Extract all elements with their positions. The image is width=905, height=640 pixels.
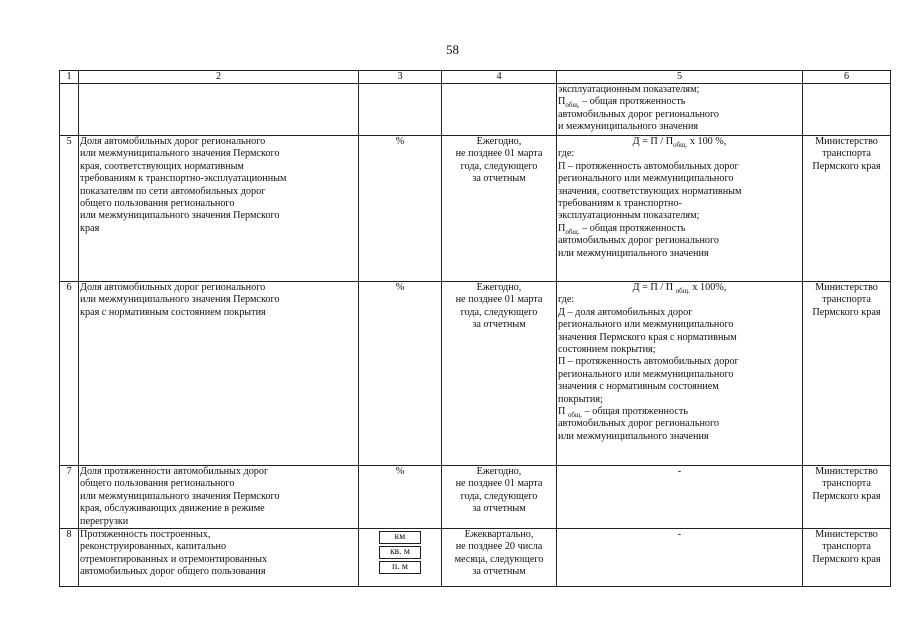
table-row-continuation bbox=[60, 84, 891, 136]
method-line: П $_{общ.}$ – общая протяженность bbox=[558, 406, 688, 420]
row-number-cell: 6 bbox=[60, 282, 79, 466]
method-line: автомобильных дорог регионального bbox=[558, 418, 720, 430]
method-line: покрытия; bbox=[558, 393, 603, 405]
period-line: за отчетным bbox=[472, 173, 526, 185]
indicator-name-line: Доля автомобильных дорог регионального bbox=[80, 136, 266, 147]
table-row bbox=[60, 529, 891, 587]
method-line: П – протяженность автомобильных дорог bbox=[558, 356, 739, 368]
unit-value: км bbox=[379, 531, 421, 544]
header-cell: 5 bbox=[557, 71, 803, 84]
table-row bbox=[60, 136, 891, 282]
page-number: 58 bbox=[446, 42, 459, 57]
row-number-cell: 8 bbox=[60, 529, 79, 587]
indicator-name-cell bbox=[79, 136, 359, 282]
period-line: месяца, следующего bbox=[454, 553, 544, 565]
method-line: состоянием покрытия; bbox=[558, 344, 656, 356]
method-line: или межмуниципального значения bbox=[558, 430, 709, 442]
unit-value: % bbox=[395, 136, 405, 147]
responsible-line: транспорта bbox=[822, 294, 871, 306]
responsible-cell bbox=[803, 529, 891, 587]
period-cell bbox=[442, 466, 557, 529]
responsible-line: транспорта bbox=[822, 148, 871, 160]
unit-value: п. м bbox=[379, 561, 421, 574]
method-line: где: bbox=[558, 148, 575, 160]
header-cell: 3 bbox=[359, 71, 442, 84]
responsible-line: Пермского края bbox=[812, 490, 881, 502]
method-cell bbox=[557, 529, 803, 587]
indicator-name-line: или межмуниципального значения Пермского bbox=[80, 210, 280, 222]
indicator-name-line: показателям по сети автомобильных дорог bbox=[80, 185, 266, 197]
responsible-cell bbox=[803, 136, 891, 282]
table-header-row bbox=[60, 71, 891, 84]
method-line: где: bbox=[558, 294, 575, 306]
indicator-name-line: или межмуниципального значения Пермского bbox=[80, 490, 280, 502]
period-line: года, следующего bbox=[460, 490, 538, 502]
method-line: автомобильных дорог регионального bbox=[558, 108, 720, 120]
unit-value: % bbox=[395, 282, 405, 293]
indicator-name-line: Доля протяженности автомобильных дорог bbox=[80, 466, 269, 477]
method-line: регионального или межмуниципального bbox=[558, 368, 734, 380]
responsible-line: Пермского края bbox=[812, 306, 881, 318]
indicator-name-line: края, соответствующих нормативным bbox=[80, 160, 244, 172]
responsible-line: Пермского края bbox=[812, 553, 881, 565]
period-cell bbox=[442, 282, 557, 466]
period-line: не позднее 01 марта bbox=[455, 148, 543, 160]
method-cell bbox=[557, 136, 803, 282]
indicator-name-line: общего пользования регионального bbox=[80, 198, 235, 210]
period-line: за отчетным bbox=[472, 566, 526, 578]
method-line: автомобильных дорог регионального bbox=[558, 235, 720, 247]
method-line: или межмуниципального значения bbox=[558, 247, 709, 259]
period-line: за отчетным bbox=[472, 503, 526, 515]
responsible-cell bbox=[803, 466, 891, 529]
indicator-name-line: требованиям к транспортно-эксплуатационным bbox=[80, 173, 287, 185]
unit-cell bbox=[359, 84, 442, 136]
indicator-name-cell bbox=[79, 466, 359, 529]
responsible-line: Пермского края bbox=[812, 160, 881, 172]
method-line: регионального или межмуниципального bbox=[558, 173, 734, 185]
period-line: не позднее 01 марта bbox=[455, 478, 543, 490]
responsible-line: Министерство bbox=[815, 136, 878, 147]
responsible-line: Министерство bbox=[815, 466, 878, 477]
responsible-cell bbox=[803, 84, 891, 136]
unit-value: % bbox=[395, 466, 405, 477]
responsible-line: Министерство bbox=[815, 282, 878, 293]
indicator-name-line: реконструированных, капитально bbox=[80, 541, 227, 553]
formula: Д = П / П $_{общ.}$ х 100%, bbox=[632, 282, 727, 296]
method-line: П – протяженность автомобильных дорог bbox=[558, 160, 739, 172]
indicator-name-line: края с нормативным состоянием покрытия bbox=[80, 306, 266, 318]
indicators-table bbox=[59, 70, 891, 587]
indicator-name-line: края, обслуживающих движение в режиме bbox=[80, 503, 265, 515]
method-cell bbox=[557, 84, 803, 136]
indicator-name-line: общего пользования регионального bbox=[80, 478, 235, 490]
method-line: и межмуниципального значения bbox=[558, 121, 699, 133]
header-cell: 1 bbox=[60, 71, 79, 84]
method-line: требованиям к транспортно- bbox=[558, 198, 682, 210]
method-line: эксплуатационным показателям; bbox=[558, 84, 700, 95]
unit-cell bbox=[359, 529, 442, 587]
indicator-name-line: Протяженность построенных, bbox=[80, 529, 211, 541]
responsible-cell bbox=[803, 282, 891, 466]
period-line: года, следующего bbox=[460, 160, 538, 172]
responsible-line: Министерство bbox=[815, 529, 878, 541]
method-line: значения с нормативным состоянием bbox=[558, 381, 719, 393]
period-line: Ежеквартально, bbox=[464, 529, 534, 541]
header-cell: 2 bbox=[79, 71, 359, 84]
row-number-cell bbox=[60, 84, 79, 136]
method-line: эксплуатационным показателям; bbox=[558, 210, 700, 222]
unit-value: кв. м bbox=[379, 546, 421, 559]
indicator-name-line: края bbox=[80, 222, 100, 234]
period-line: не позднее 20 числа bbox=[455, 541, 543, 553]
indicator-name-line: автомобильных дорог общего пользования bbox=[80, 566, 266, 578]
period-line: не позднее 01 марта bbox=[455, 294, 543, 306]
unit-cell bbox=[359, 282, 442, 466]
header-cell: 4 bbox=[442, 71, 557, 84]
method-line: значения, соответствующих нормативным bbox=[558, 185, 742, 197]
period-line: Ежегодно, bbox=[476, 466, 522, 477]
indicator-name-cell bbox=[79, 282, 359, 466]
table-row bbox=[60, 466, 891, 529]
method-line: Д – доля автомобильных дорог bbox=[558, 306, 693, 318]
period-cell bbox=[442, 136, 557, 282]
formula: - bbox=[677, 529, 682, 541]
unit-cell bbox=[359, 136, 442, 282]
row-number-cell: 7 bbox=[60, 466, 79, 529]
indicator-name-line: или межмуниципального значения Пермского bbox=[80, 294, 280, 306]
period-cell bbox=[442, 529, 557, 587]
period-cell bbox=[442, 84, 557, 136]
responsible-line: транспорта bbox=[822, 541, 871, 553]
unit-cell bbox=[359, 466, 442, 529]
period-line: Ежегодно, bbox=[476, 282, 522, 293]
method-line: значения Пермского края с нормативным bbox=[558, 331, 737, 343]
method-line: $П_{общ.}$ – общая протяженность bbox=[558, 222, 686, 236]
indicator-name-line: отремонтированных и отремонтированных bbox=[80, 553, 268, 565]
period-line: Ежегодно, bbox=[476, 136, 522, 147]
method-line: регионального или межмуниципального bbox=[558, 319, 734, 331]
period-line: года, следующего bbox=[460, 306, 538, 318]
formula: $Д = П / П_{общ.}$ х 100 %, bbox=[632, 136, 727, 150]
header-cell: 6 bbox=[803, 71, 891, 84]
method-cell bbox=[557, 466, 803, 529]
method-cell bbox=[557, 282, 803, 466]
indicator-name-line: перегрузки bbox=[80, 515, 129, 527]
indicator-name-line: Доля автомобильных дорог регионального bbox=[80, 282, 266, 293]
period-line: за отчетным bbox=[472, 319, 526, 331]
responsible-line: транспорта bbox=[822, 478, 871, 490]
method-line: $П_{общ.}$ – общая протяженность bbox=[558, 96, 686, 110]
formula: - bbox=[677, 466, 682, 477]
indicator-name-cell bbox=[79, 84, 359, 136]
indicator-name-cell bbox=[79, 529, 359, 587]
row-number-cell: 5 bbox=[60, 136, 79, 282]
table-row bbox=[60, 282, 891, 466]
indicator-name-line: или межмуниципального значения Пермского bbox=[80, 148, 280, 160]
